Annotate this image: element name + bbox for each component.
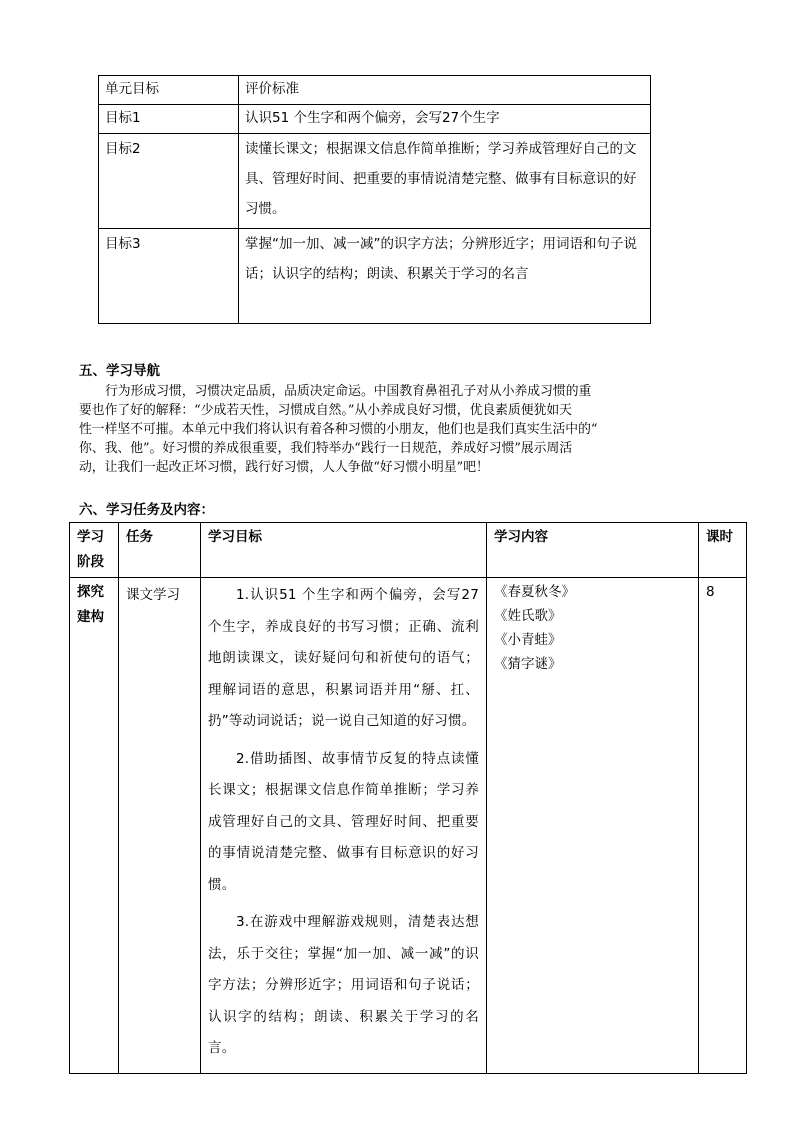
goal-cell: 目标3 (99, 229, 239, 324)
goals-cell (201, 578, 487, 1074)
table-row (99, 105, 651, 134)
section-heading-6: 六、学习任务及内容： (79, 502, 214, 518)
paragraph-line: 你、我、他”。好习惯的养成很重要，我们特举办“践行一日规范，养成好习惯”展示周活 (79, 441, 573, 456)
section-heading-5: 五、学习导航 (79, 363, 160, 379)
unit-goals-table (98, 75, 651, 324)
paragraph-line: 性一样坚不可摧。本单元中我们将认识有着各种习惯的小朋友，他们也是我们真实生活中的“ (79, 422, 598, 437)
stage-cell: 探究建构 (70, 578, 119, 1074)
standard-cell: 掌握“加一加、减一减”的识字方法；分辨形近字；用词语和句子说话；认识字的结构；朗读、积累关于学习的名言 (239, 229, 651, 324)
content-cell (487, 578, 699, 1074)
header-cell-standard: 评价标准 (239, 76, 651, 105)
paragraph-line: 行为形成习惯，习惯决定品质，品质决定命运。中国教育鼻祖孔子对从小养成习惯的重 (105, 384, 592, 399)
header-cell-task: 任务 (119, 523, 201, 578)
learning-tasks-table (69, 522, 747, 1074)
goal-cell: 目标2 (99, 134, 239, 229)
standard-cell: 认识51 个生字和两个偏旁，会写27个生字 (239, 105, 651, 134)
paragraph-line: 要也作了好的解释：“少成若天性，习惯成自然。”从小养成良好习惯，优良素质便犹如天 (79, 403, 572, 418)
table-row (99, 134, 651, 229)
standard-cell: 读懂长课文；根据课文信息作简单推断；学习养成管理好自己的文具、管理好时间、把重要的事情说清楚完整、做事有目标意识的好习惯。 (239, 134, 651, 229)
goal-item: 1.认识51 个生字和两个偏旁，会写27个生字，养成良好的书写习惯；正确、流利地朗读课文，读好疑问句和祈使句的语气；理解词语的意思，积累词语并用“掰、扛、扔”等动词说话；说一说自己知道的好习惯。 (208, 587, 479, 729)
header-cell-content: 学习内容 (487, 523, 699, 578)
goal-cell: 目标1 (99, 105, 239, 134)
goal-item: 2.借助插图、故事情节反复的特点读懂长课文；根据课文信息作简单推断；学习养成管理好自己的文具、管理好时间、把重要的事情说清楚完整、做事有目标意识的好习惯。 (208, 750, 479, 893)
content-item: 《春夏秋冬》 (494, 584, 575, 600)
content-item: 《小青蛙》 (494, 632, 562, 648)
header-cell-goal: 单元目标 (99, 76, 239, 105)
header-cell-stage: 学习阶段 (70, 523, 119, 578)
table-row (99, 229, 651, 324)
table-row (70, 578, 747, 1074)
table-header-row (99, 76, 651, 105)
task-cell: 课文学习 (119, 578, 201, 1074)
content-item: 《猜字谜》 (494, 656, 562, 672)
header-cell-hours: 课时 (699, 523, 747, 578)
intro-paragraph (79, 382, 719, 477)
header-cell-goals: 学习目标 (201, 523, 487, 578)
content-item: 《姓氏歌》 (494, 608, 562, 624)
goal-item: 3.在游戏中理解游戏规则，清楚表达想法，乐于交往；掌握“加一加、减一减”的识字方法；分辨形近字；用词语和句子说话；认识字的结构；朗读、积累关于学习的名言。 (208, 914, 479, 1056)
table-header-row (70, 523, 747, 578)
hours-cell: 8 (699, 578, 747, 1074)
paragraph-line: 动，让我们一起改正坏习惯，践行好习惯，人人争做“好习惯小明星”吧！ (79, 460, 489, 475)
